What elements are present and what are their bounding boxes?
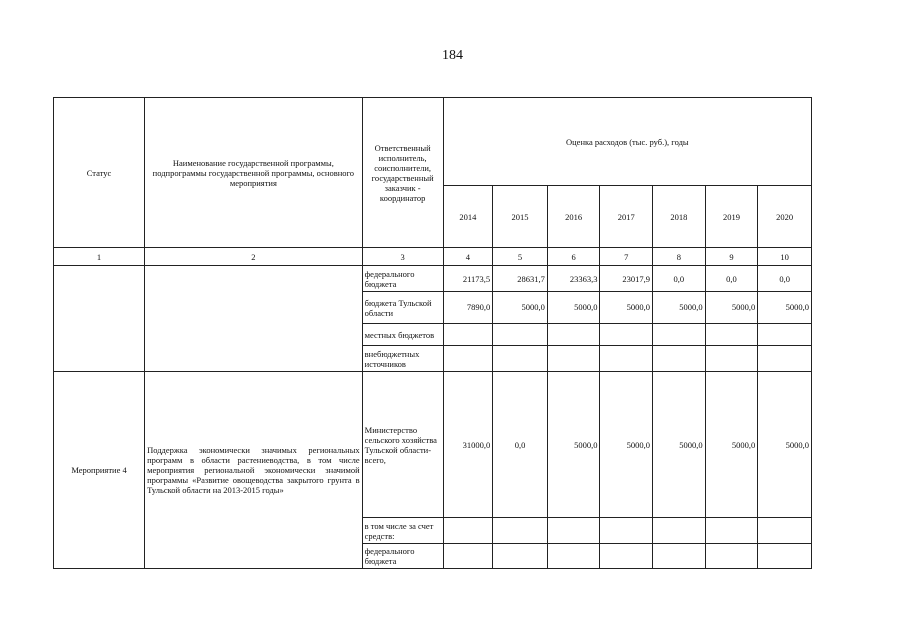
value-cell: 21173,5 bbox=[443, 266, 493, 292]
value-cell: 5000,0 bbox=[653, 372, 706, 518]
column-number: 9 bbox=[705, 248, 758, 266]
value-cell bbox=[443, 518, 493, 544]
budget-table bbox=[53, 97, 812, 569]
value-cell bbox=[547, 518, 600, 544]
value-cell bbox=[443, 324, 493, 346]
value-cell bbox=[600, 324, 653, 346]
header-year: 2017 bbox=[600, 186, 653, 248]
column-number: 5 bbox=[493, 248, 548, 266]
value-cell bbox=[705, 544, 758, 569]
value-cell: 23363,3 bbox=[547, 266, 600, 292]
funding-source: местных бюджетов bbox=[362, 324, 443, 346]
value-cell bbox=[600, 544, 653, 569]
value-cell bbox=[600, 346, 653, 372]
column-number: 6 bbox=[547, 248, 600, 266]
page-number: 184 bbox=[442, 48, 463, 63]
value-cell: 0,0 bbox=[653, 266, 706, 292]
table-row bbox=[54, 266, 812, 292]
value-cell bbox=[493, 324, 548, 346]
value-cell bbox=[758, 518, 812, 544]
value-cell: 0,0 bbox=[493, 372, 548, 518]
value-cell bbox=[443, 346, 493, 372]
column-number: 8 bbox=[653, 248, 706, 266]
value-cell bbox=[758, 346, 812, 372]
column-number: 2 bbox=[145, 248, 363, 266]
name-cell bbox=[145, 266, 363, 372]
header-year: 2014 bbox=[443, 186, 493, 248]
value-cell bbox=[493, 518, 548, 544]
funding-source: бюджета Тульской области bbox=[362, 292, 443, 324]
value-cell bbox=[493, 544, 548, 569]
value-cell: 5000,0 bbox=[493, 292, 548, 324]
value-cell bbox=[653, 346, 706, 372]
funding-source: внебюджетных источников bbox=[362, 346, 443, 372]
value-cell bbox=[547, 346, 600, 372]
value-cell: 0,0 bbox=[705, 266, 758, 292]
funding-source: в том числе за счет средств: bbox=[362, 518, 443, 544]
header-status: Статус bbox=[54, 98, 145, 248]
value-cell: 5000,0 bbox=[547, 372, 600, 518]
value-cell: 7890,0 bbox=[443, 292, 493, 324]
header-expenses: Оценка расходов (тыс. руб.), годы bbox=[443, 98, 811, 186]
value-cell: 5000,0 bbox=[758, 372, 812, 518]
value-cell: 5000,0 bbox=[705, 292, 758, 324]
value-cell: 5000,0 bbox=[705, 372, 758, 518]
value-cell: 0,0 bbox=[758, 266, 812, 292]
value-cell bbox=[758, 324, 812, 346]
header-year: 2020 bbox=[758, 186, 812, 248]
value-cell: 5000,0 bbox=[600, 292, 653, 324]
value-cell bbox=[493, 346, 548, 372]
value-cell: 5000,0 bbox=[758, 292, 812, 324]
header-year: 2015 bbox=[493, 186, 548, 248]
value-cell bbox=[705, 346, 758, 372]
header-program-name: Наименование государственной программы, подпрограммы государственной программы, основного мероприятия bbox=[145, 98, 363, 248]
value-cell bbox=[758, 544, 812, 569]
funding-source: федерального бюджета bbox=[362, 266, 443, 292]
measure-name: Поддержка экономически значимых региональных программ в области растениеводства, в том числе мероприятия региональной экономически значимой программы «Развитие овощеводства закрытого грунта в Тульской области на 2013-2015 годы» bbox=[145, 372, 363, 569]
value-cell bbox=[653, 324, 706, 346]
column-number: 1 bbox=[54, 248, 145, 266]
value-cell: 5000,0 bbox=[653, 292, 706, 324]
value-cell bbox=[705, 324, 758, 346]
value-cell: 5000,0 bbox=[547, 292, 600, 324]
value-cell bbox=[705, 518, 758, 544]
header-year: 2016 bbox=[547, 186, 600, 248]
column-number: 3 bbox=[362, 248, 443, 266]
status-cell bbox=[54, 266, 145, 372]
value-cell bbox=[443, 544, 493, 569]
funding-source: федерального бюджета bbox=[362, 544, 443, 569]
header-year: 2019 bbox=[705, 186, 758, 248]
value-cell bbox=[600, 518, 653, 544]
column-number: 4 bbox=[443, 248, 493, 266]
column-number: 7 bbox=[600, 248, 653, 266]
column-number-row bbox=[54, 248, 812, 266]
header-year: 2018 bbox=[653, 186, 706, 248]
value-cell bbox=[653, 544, 706, 569]
value-cell: 31000,0 bbox=[443, 372, 493, 518]
measure-row bbox=[54, 372, 812, 518]
value-cell bbox=[547, 544, 600, 569]
measure-executor: Министерство сельского хозяйства Тульской области- всего, bbox=[362, 372, 443, 518]
value-cell: 28631,7 bbox=[493, 266, 548, 292]
column-number: 10 bbox=[758, 248, 812, 266]
header-executor: Ответственный исполнитель, соисполнители, государственный заказчик - координатор bbox=[362, 98, 443, 248]
value-cell: 5000,0 bbox=[600, 372, 653, 518]
value-cell: 23017,9 bbox=[600, 266, 653, 292]
value-cell bbox=[653, 518, 706, 544]
measure-status: Мероприятие 4 bbox=[54, 372, 145, 569]
value-cell bbox=[547, 324, 600, 346]
